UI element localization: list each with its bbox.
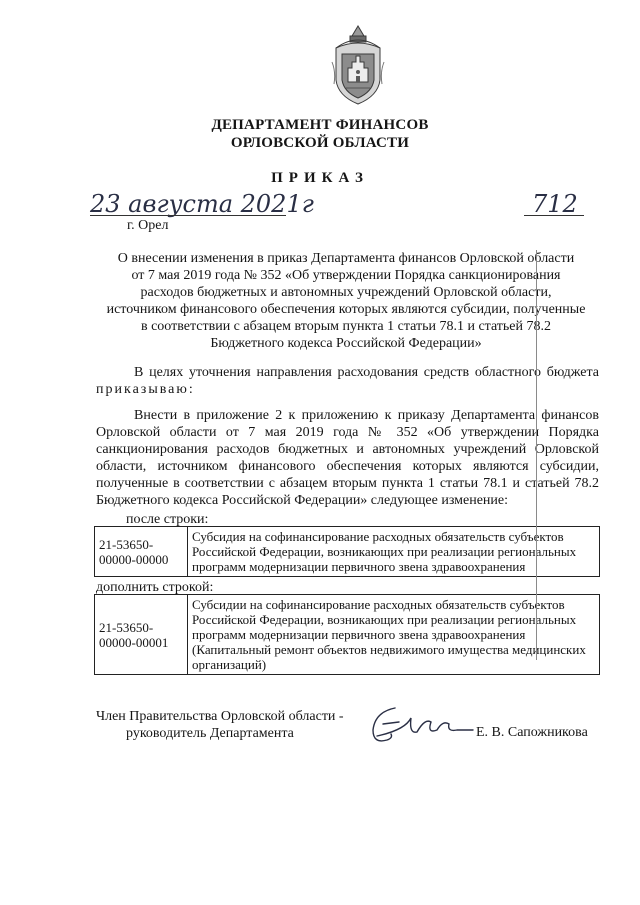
code-line: 00000-00000: [99, 551, 169, 567]
signer-name: Е. В. Сапожникова: [476, 725, 588, 740]
description-cell: Субсидии на софинансирование расходных обязательств субъектов Российской Федерации, возникающих при реализации региональных программ модернизации первичного звена здравоохранения (Капитальный ремонт объектов недвижимого имущества медицинских организаций): [188, 595, 600, 675]
order-word: приказываю:: [96, 382, 195, 397]
handwritten-number: 712: [532, 190, 578, 218]
handwritten-date: 23 августа 2021г: [90, 190, 314, 218]
table-after: [94, 594, 600, 675]
title-line: источником финансового обеспечения которых являются субсидии, полученные: [106, 302, 586, 317]
title-line: в соответствии с абзацем вторым пункта 1 статьи 78.1 и статьей 78.2: [140, 319, 552, 334]
preamble-text: В целях уточнения направления расходования средств областного бюджета: [134, 365, 599, 380]
after-row-label: после строки:: [126, 512, 209, 527]
code-line: 00000-00001: [99, 634, 169, 650]
department-name-line1: ДЕПАРТАМЕНТ ФИНАНСОВ: [211, 117, 429, 133]
table-row: [95, 595, 600, 675]
handwritten-signature-icon: [365, 700, 475, 750]
supplement-row-label: дополнить строкой:: [96, 580, 214, 595]
code-line: 21-53650-: [99, 536, 154, 552]
preamble-paragraph: [96, 364, 599, 398]
department-name-line2: ОРЛОВСКОЙ ОБЛАСТИ: [230, 135, 410, 151]
title-line: Бюджетного кодекса Российской Федерации»: [210, 336, 482, 351]
number-underline: [524, 215, 584, 216]
title-line: О внесении изменения в приказ Департамента финансов Орловской области: [117, 251, 575, 266]
signer-position-line2: руководитель Департамента: [126, 726, 294, 741]
title-line: от 7 мая 2019 года № 352 «Об утверждении Порядка санкционирования: [131, 268, 561, 283]
amendment-text: Внести в приложение 2 к приложению к приказу Департамента финансов Орловской области от 7 мая 2019 года № 352 «Об утверждении Порядка санкционирования расходов бюджетных и автономных учреждений Орловской области, источником финансового обеспечения которых являются субсидии, полученные в соответствии с абзацем вторым пункта 1 статьи 78.1 и статьей 78.2 Бюджетного кодекса Российской Федерации» следующее изменение:: [96, 408, 599, 508]
scan-fold-line: [536, 250, 537, 660]
document-type: ПРИКАЗ: [271, 170, 369, 186]
code-cell: [95, 527, 188, 577]
code-line: 21-53650-: [99, 619, 154, 635]
date-underline: [90, 215, 286, 216]
document-title: [96, 250, 596, 352]
table-before: [94, 526, 600, 577]
signer-position-line1: Член Правительства Орловской области -: [96, 709, 344, 724]
code-cell: [95, 595, 188, 675]
description-cell: Субсидия на софинансирование расходных обязательств субъектов Российской Федерации, возникающих при реализации региональных программ модернизации первичного звена здравоохранения: [188, 527, 600, 577]
title-line: расходов бюджетных и автономных учреждений Орловской области,: [140, 285, 552, 300]
city: г. Орел: [127, 218, 169, 233]
coat-of-arms-icon: [330, 22, 386, 108]
signer-position: [96, 708, 344, 742]
table-row: [95, 527, 600, 577]
amendment-paragraph: [96, 407, 599, 509]
